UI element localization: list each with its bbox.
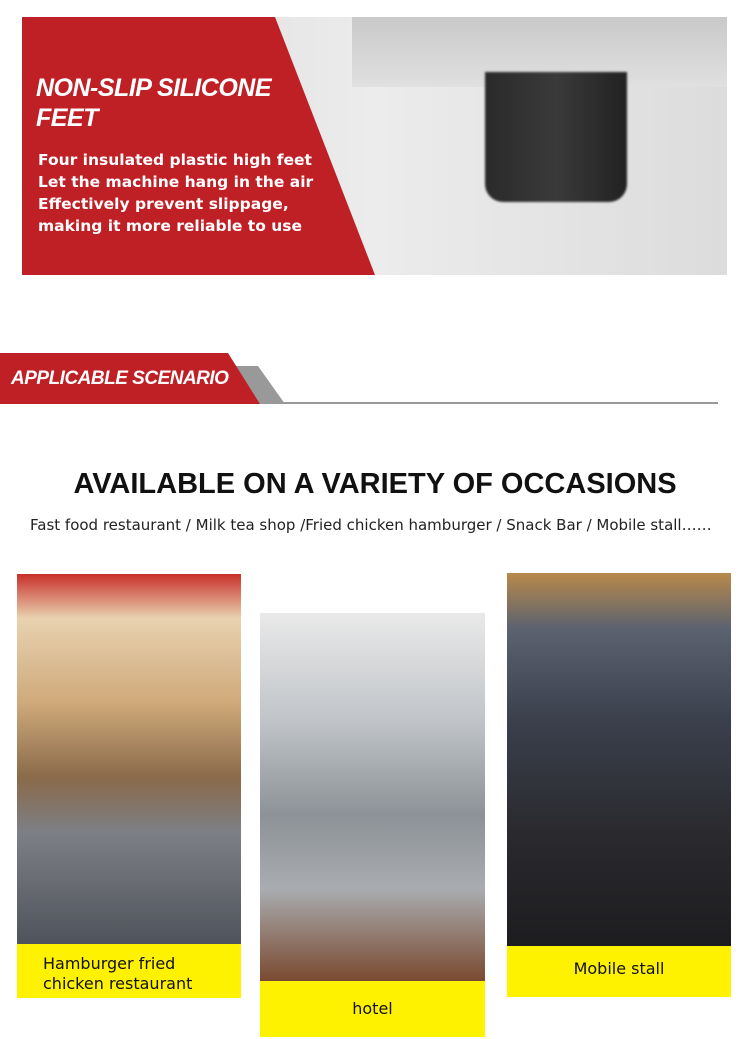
page-heading: AVAILABLE ON A VARIETY OF OCCASIONS xyxy=(73,468,677,500)
feature-line: Let the machine hang in the air xyxy=(38,173,314,191)
scenario-label: hotel xyxy=(260,981,485,1037)
feature-line: Effectively prevent slippage, xyxy=(38,195,289,213)
section-label: APPLICABLE SCENARIO xyxy=(11,368,229,389)
silicone-foot-photo xyxy=(485,72,627,202)
feature-line: Four insulated plastic high feet xyxy=(38,151,312,169)
subheading: Fast food restaurant / Milk tea shop /Fried chicken hamburger / Snack Bar / Mobile stall…… xyxy=(30,516,712,534)
section-header xyxy=(0,353,750,405)
street-stall-photo xyxy=(507,573,731,946)
scenario-card xyxy=(260,613,485,1037)
scenario-card xyxy=(17,574,241,998)
scenario-label: Mobile stall xyxy=(507,946,731,997)
feature-title: NON-SLIP SILICONE FEET xyxy=(36,74,272,132)
scenario-card xyxy=(507,573,731,997)
scenario-label: Hamburger fried chicken restaurant xyxy=(17,944,241,998)
restaurant-photo xyxy=(17,574,241,944)
feature-description xyxy=(38,149,313,237)
feature-line: making it more reliable to use xyxy=(38,217,303,235)
kitchen-photo xyxy=(260,613,485,981)
feature-banner xyxy=(22,17,727,275)
